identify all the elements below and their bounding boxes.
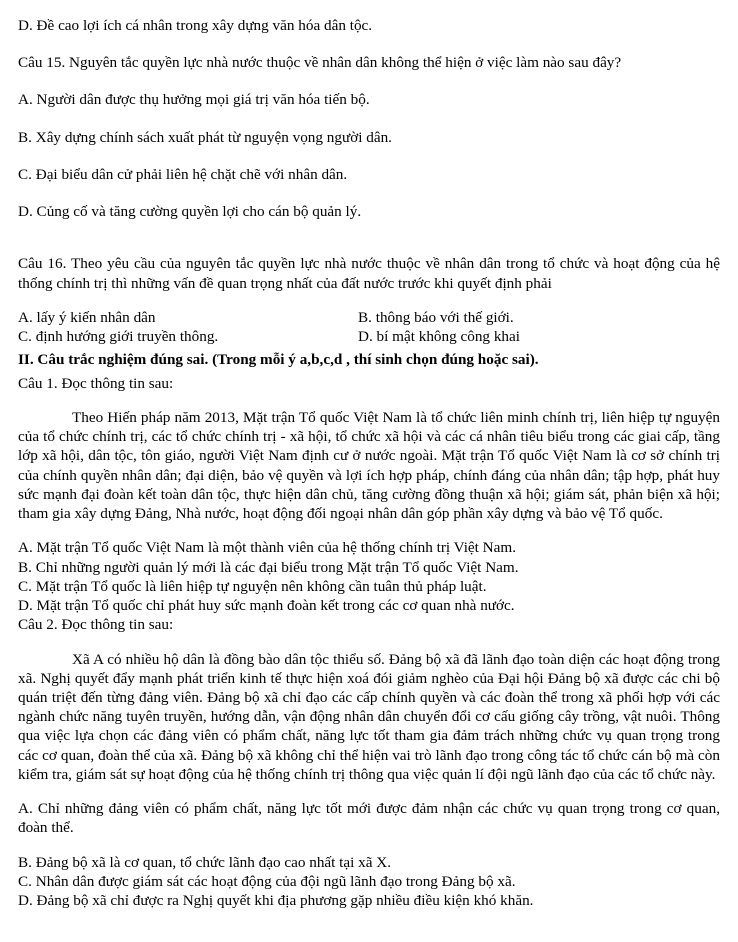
q16-options-row-2 [18, 327, 720, 346]
q16-stem: Câu 16. Theo yêu cầu của nguyên tắc quyền lực nhà nước thuộc về nhân dân trong tổ chức và hoạt động của hệ thống chính trị thì những vấn đề quan trọng nhất của đất nước trước khi quyết định phải [18, 255, 720, 292]
q16-option-c: C. định hướng giới truyền thông. [18, 328, 219, 346]
q15-option-b: B. Xây dựng chính sách xuất phát từ nguyện vọng người dân. [18, 128, 392, 146]
p2-q1-passage: Theo Hiến pháp năm 2013, Mặt trận Tổ quốc Việt Nam là tổ chức liên minh chính trị, liên hiệp tự nguyện của tổ chức chính trị, các tổ chức chính trị - xã hội, tổ chức xã hội và các cá nhân tiêu biểu trong các giai cấp, tầng lớp xã hội, dân tộc, tôn giáo, người Việt Nam định cư ở nước ngoài. Mặt trận Tổ quốc Việt Nam là cơ sở chính trị của chính quyền nhân dân; đại diện, bảo vệ quyền và lợi ích hợp pháp, chính đáng của nhân dân; tập hợp, phát huy sức mạnh đại đoàn kết toàn dân tộc, thực hiện dân chủ, tăng cường đồng thuận xã hội; giám sát, phản biện xã hội; tham gia xây dựng Đảng, Nhà nước, hoạt động đối ngoại nhân dân góp phần xây dựng và bảo vệ Tổ quốc. [18, 409, 720, 523]
p2-q2-option-c: C. Nhân dân được giám sát các hoạt động của đội ngũ lãnh đạo trong Đảng bộ xã. [18, 873, 516, 891]
p2-q1-option-a: A. Mặt trận Tổ quốc Việt Nam là một thành viên của hệ thống chính trị Việt Nam. [18, 539, 516, 557]
p2-q1-option-b: B. Chỉ những người quản lý mới là các đại biểu trong Mặt trận Tổ quốc Việt Nam. [18, 558, 519, 576]
p2-q2-option-b: B. Đảng bộ xã là cơ quan, tổ chức lãnh đạo cao nhất tại xã X. [18, 853, 392, 871]
q16-option-b: B. thông báo với thế giới. [358, 309, 514, 326]
q15-option-c: C. Đại biểu dân cử phải liên hệ chặt chẽ với nhân dân. [18, 165, 348, 183]
q15-option-d: D. Củng cố và tăng cường quyền lợi cho cán bộ quản lý. [18, 203, 362, 221]
p2-q1-intro: Câu 1. Đọc thông tin sau: [18, 374, 174, 392]
q16-options-row-1 [18, 308, 720, 327]
q14-option-d: D. Đề cao lợi ích cá nhân trong xây dựng văn hóa dân tộc. [18, 17, 373, 34]
p2-q2-passage: Xã A có nhiều hộ dân là đồng bào dân tộc thiểu số. Đảng bộ xã đã lãnh đạo toàn diện các hoạt động trong xã. Nghị quyết đẩy mạnh phát triển kinh tế thực hiện xoá đói giảm nghèo của Đại hội Đảng bộ xã được các chi bộ quán triệt đến từng đảng viên. Đảng bộ xã chỉ đạo các cấp chính quyền và các đoàn thể trong xã phối hợp với các ngành chức năng tuyên truyền, hướng dẫn, vận động nhân dân chuyển đổi cơ cấu giống cây trồng, vật nuôi. Thông qua việc lựa chọn các đảng viên có phẩm chất, năng lực tốt tham gia đảm trách những chức vụ quan trọng trong các cơ quan, đoàn thể của xã. Đảng bộ xã không chỉ thể hiện vai trò lãnh đạo trong công tác tổ chức cán bộ mà còn kiểm tra, giám sát sự hoạt động của hệ thống chính trị thông qua việc quản lí đội ngũ lãnh đạo của các tổ chức này. [18, 650, 720, 783]
p2-q2-option-a: A. Chỉ những đảng viên có phẩm chất, năng lực tốt mới được đảm nhận các chức vụ quan trọng trong cơ quan, đoàn thể. [18, 800, 720, 837]
q16-option-a: A. lấy ý kiến nhân dân [18, 309, 156, 326]
q15-option-a: A. Người dân được thụ hưởng mọi giá trị văn hóa tiến bộ. [18, 91, 370, 109]
q15-stem: Câu 15. Nguyên tắc quyền lực nhà nước thuộc về nhân dân không thể hiện ở việc làm nào sau đây? [18, 54, 622, 72]
section-heading: II. Câu trắc nghiệm đúng sai. (Trong mỗi ý a,b,c,d , thí sinh chọn đúng hoặc sai). [18, 351, 539, 369]
p2-q1-option-d: D. Mặt trận Tổ quốc chỉ phát huy sức mạnh đoàn kết trong các cơ quan nhà nước. [18, 597, 515, 615]
p2-q2-option-d: D. Đảng bộ xã chỉ được ra Nghị quyết khi địa phương gặp nhiều điều kiện khó khăn. [18, 892, 534, 910]
p2-q2-intro: Câu 2. Đọc thông tin sau: [18, 616, 174, 634]
q16-option-d: D. bí mật không công khai [358, 328, 520, 346]
p2-q1-option-c: C. Mặt trận Tổ quốc là liên hiệp tự nguyện nên không cần tuân thủ pháp luật. [18, 577, 487, 595]
